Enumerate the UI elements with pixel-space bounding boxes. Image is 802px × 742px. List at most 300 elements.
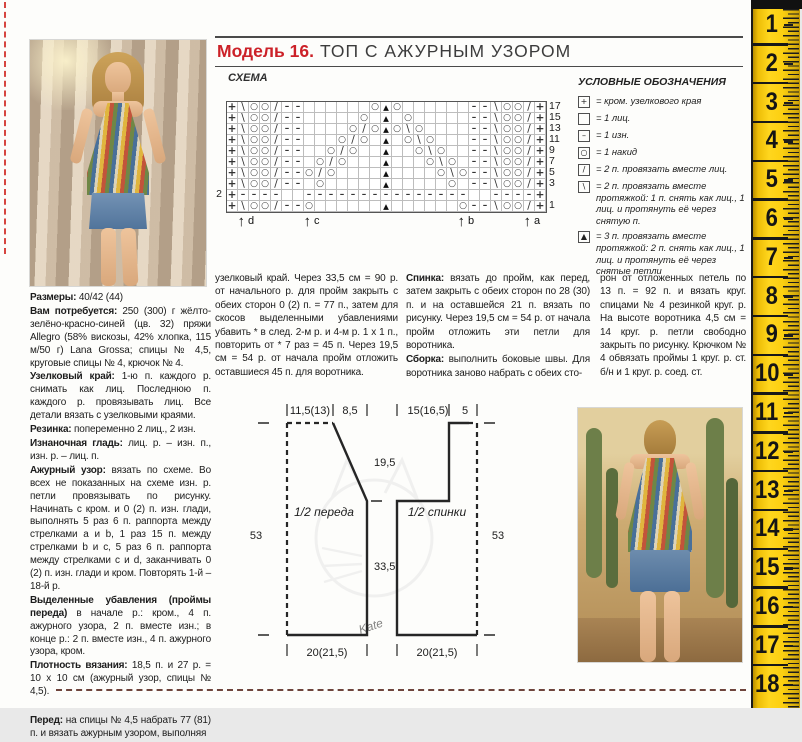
ruler-number: 9 bbox=[765, 320, 778, 349]
chart-cell: + bbox=[227, 167, 237, 179]
ruler-mid-tick bbox=[784, 218, 793, 220]
ruler-number: 10 bbox=[755, 359, 780, 388]
instruction-paragraph: рон от отложенных петель по 13 п. = 92 п. и вязать круг. спицами № 4 резинкой круг. р. На высоте воротника 4,5 см = 14 круг. р. петли свободно закрыть по рисунку. Крючком № 4 обвязать проймы 1 круг. р. ст. б/н и 1 круг. р. соед. ст. bbox=[600, 273, 746, 378]
chart-cell: – bbox=[337, 190, 348, 201]
chart-cell bbox=[304, 113, 315, 124]
chart-cell: / bbox=[326, 157, 337, 168]
chart-cell bbox=[370, 168, 381, 179]
chart-cell bbox=[348, 179, 359, 190]
chart-cell: ○ bbox=[513, 102, 524, 113]
instruction-paragraph: Изнаночная гладь: лиц. р. – изн. п., изн. р. – лиц. п. bbox=[30, 437, 212, 462]
legend-item bbox=[578, 95, 748, 108]
chart-cell: + bbox=[227, 123, 237, 135]
instruction-paragraph: Сборка: выполнить боковые швы. Для воротника заново набрать с обеих сто- bbox=[406, 354, 590, 379]
chart-cell bbox=[447, 135, 458, 146]
chart-cell bbox=[447, 201, 458, 212]
ruler-mid-tick bbox=[784, 684, 793, 686]
chart-cell: ▲ bbox=[381, 113, 392, 124]
chart-cell: / bbox=[524, 124, 535, 135]
chart-cell: – bbox=[282, 146, 293, 157]
instruction-paragraph: Размеры: 40/42 (44) bbox=[30, 292, 123, 303]
chart-cell bbox=[337, 168, 348, 179]
chart-cell: – bbox=[480, 135, 491, 146]
chart-cell: \ bbox=[414, 135, 425, 146]
chart-cell bbox=[458, 135, 469, 146]
chart-cell: – bbox=[469, 102, 480, 113]
chart-cell bbox=[403, 168, 414, 179]
chart-cell: / bbox=[348, 135, 359, 146]
ruler-mid-tick bbox=[784, 373, 793, 375]
instructions-column-2 bbox=[215, 272, 398, 380]
chart-cell: \ bbox=[491, 146, 502, 157]
ruler-number: 12 bbox=[755, 436, 780, 465]
model-back-jeans bbox=[630, 550, 690, 592]
ruler-separator-line bbox=[753, 160, 788, 163]
chart-cell: + bbox=[227, 200, 237, 212]
chart-row-number: 17 bbox=[549, 100, 561, 112]
ruler-separator-line bbox=[753, 121, 788, 124]
chart-cell: ○ bbox=[260, 124, 271, 135]
chart-cell: – bbox=[480, 102, 491, 113]
chart-cell bbox=[370, 135, 381, 146]
chart-cell: – bbox=[282, 201, 293, 212]
chart-cell: ○ bbox=[502, 102, 513, 113]
chart-cell: – bbox=[447, 190, 458, 201]
chart-cell bbox=[458, 146, 469, 157]
chart-cell bbox=[425, 124, 436, 135]
front-side-height: 53 bbox=[249, 530, 263, 542]
legend-symbol-icon bbox=[578, 113, 590, 125]
chart-cell: ○ bbox=[458, 168, 469, 179]
ruler-number: 17 bbox=[755, 630, 780, 659]
instructions-column-1 bbox=[30, 292, 211, 742]
schematic-front-piece bbox=[258, 404, 382, 656]
chart-cell bbox=[326, 113, 337, 124]
chart-row-number-left: 2 bbox=[216, 188, 222, 200]
cactus-3 bbox=[706, 418, 724, 598]
chart-cell bbox=[425, 179, 436, 190]
chart-cell: / bbox=[524, 146, 535, 157]
chart-cell: – bbox=[469, 113, 480, 124]
instruction-paragraph: Вам потребуется: 250 (300) г жёлто-зелёно-красно-синей (цв. 32) пряжи Allegro (58% вискозы, 42% хлопка, 115 м/50 г) Lana Grossa; спицы № 4,5, круговые спицы № 4, крючок № 4. bbox=[30, 305, 211, 369]
photo-model-back bbox=[578, 408, 742, 662]
chart-cell: ○ bbox=[260, 201, 271, 212]
chart-cell bbox=[414, 113, 425, 124]
chart-cell: – bbox=[282, 168, 293, 179]
chart-cell bbox=[425, 113, 436, 124]
chart-cell: ○ bbox=[304, 168, 315, 179]
legend-text: = 3 п. провязать вместе протяжкой: 2 п. снять как лиц., 1 лиц. и протянуть её через снятые петли bbox=[596, 230, 745, 277]
chart-row-number: 15 bbox=[549, 111, 561, 123]
chart-cell: / bbox=[271, 179, 282, 190]
chart-cell bbox=[348, 157, 359, 168]
ruler-mid-tick bbox=[784, 334, 793, 336]
chart-cell bbox=[436, 113, 447, 124]
chart-cell: ▲ bbox=[381, 146, 392, 157]
paragraph-lead: Изнаночная гладь: bbox=[30, 437, 129, 449]
ruler-separator-line bbox=[753, 354, 788, 357]
chart-cell bbox=[392, 179, 403, 190]
chart-cell: ○ bbox=[513, 146, 524, 157]
chart-cell: – bbox=[513, 190, 524, 201]
chart-cell bbox=[326, 124, 337, 135]
chart-cell bbox=[304, 179, 315, 190]
legend-symbol-icon: + bbox=[578, 96, 590, 108]
chart-cell: – bbox=[260, 190, 271, 201]
chart-cell: / bbox=[271, 135, 282, 146]
chart-cell: + bbox=[227, 156, 237, 168]
chart-cell bbox=[326, 201, 337, 212]
chart-cell: \ bbox=[491, 179, 502, 190]
ruler-number: 18 bbox=[755, 669, 780, 698]
chart-grid bbox=[226, 101, 547, 213]
schematic-back-piece bbox=[397, 404, 495, 656]
ruler-separator-line bbox=[753, 276, 788, 279]
chart-cell: – bbox=[315, 190, 326, 201]
ruler-mid-tick bbox=[784, 451, 793, 453]
chart-cell bbox=[348, 168, 359, 179]
chart-cell bbox=[282, 190, 293, 201]
chart-cell: \ bbox=[425, 146, 436, 157]
chart-cell bbox=[403, 146, 414, 157]
legend-text: = 2 п. провязать вместе лиц. bbox=[596, 163, 728, 174]
chart-cell: ○ bbox=[359, 135, 370, 146]
model-back-arm-left bbox=[615, 462, 635, 521]
repeat-arrow-label: a bbox=[534, 215, 541, 227]
chart-cell: ○ bbox=[249, 135, 260, 146]
front-slope-width: 8,5 bbox=[342, 405, 358, 417]
chart-cell: + bbox=[227, 101, 237, 113]
chart-cell bbox=[370, 179, 381, 190]
ruler-number: 7 bbox=[765, 242, 778, 271]
chart-cell bbox=[337, 102, 348, 113]
chart-cell: – bbox=[480, 179, 491, 190]
chart-cell bbox=[304, 124, 315, 135]
chart-cell: ○ bbox=[502, 124, 513, 135]
ruler-number: 16 bbox=[755, 592, 780, 620]
chart-cell bbox=[315, 113, 326, 124]
chart-cell: – bbox=[293, 157, 304, 168]
chart-row-number: 7 bbox=[549, 155, 555, 167]
chart-cell: – bbox=[293, 124, 304, 135]
chart-cell bbox=[458, 102, 469, 113]
chart-cell bbox=[447, 102, 458, 113]
chart-cell: – bbox=[293, 102, 304, 113]
chart-cell: ○ bbox=[348, 124, 359, 135]
paragraph-lead: Сборка: bbox=[406, 354, 449, 366]
cactus-2 bbox=[606, 468, 618, 588]
chart-cell: – bbox=[359, 190, 370, 201]
chart-cell bbox=[315, 201, 326, 212]
chart-cell bbox=[359, 102, 370, 113]
chart-cell: ○ bbox=[315, 157, 326, 168]
chart-cell: – bbox=[370, 190, 381, 201]
article-title bbox=[215, 36, 743, 67]
chart-cell: \ bbox=[447, 168, 458, 179]
front-bottom-width: 20(21,5) bbox=[306, 647, 348, 659]
ruler-separator-line bbox=[753, 625, 788, 628]
ruler-mid-tick bbox=[784, 63, 793, 65]
chart-cell: – bbox=[425, 190, 436, 201]
chart-cell bbox=[359, 146, 370, 157]
chart-cell: – bbox=[458, 190, 469, 201]
chart-cell bbox=[315, 102, 326, 113]
chart-cell: – bbox=[282, 113, 293, 124]
chart-cell: \ bbox=[491, 157, 502, 168]
chart-cell: / bbox=[524, 135, 535, 146]
chart-cell: ○ bbox=[315, 179, 326, 190]
chart-cell: ○ bbox=[260, 135, 271, 146]
chart-cell bbox=[469, 190, 480, 201]
chart-cell: ○ bbox=[304, 201, 315, 212]
chart-cell: \ bbox=[491, 168, 502, 179]
paragraph-lead: Ажурный узор: bbox=[30, 464, 112, 476]
chart-cell: ▲ bbox=[381, 124, 392, 135]
repeat-arrow-icon: ↑ bbox=[457, 213, 465, 230]
chart-cell bbox=[480, 190, 491, 201]
chart-cell bbox=[304, 146, 315, 157]
chart-cell bbox=[359, 201, 370, 212]
chart-cell: – bbox=[326, 190, 337, 201]
ruler-separator-line bbox=[753, 198, 788, 201]
model-leg-left bbox=[101, 228, 116, 286]
chart-cell: – bbox=[480, 201, 491, 212]
chart-cell: – bbox=[469, 124, 480, 135]
chart-cell bbox=[348, 201, 359, 212]
chart-cell bbox=[304, 157, 315, 168]
chart-cell: ○ bbox=[436, 146, 447, 157]
chart-cell: \ bbox=[491, 135, 502, 146]
repeat-arrow-icon: ↑ bbox=[237, 213, 245, 230]
ruler-top-cap bbox=[751, 0, 802, 9]
ruler-major-ticks bbox=[783, 9, 799, 708]
chart-cell: / bbox=[271, 146, 282, 157]
chart-cell: ○ bbox=[502, 135, 513, 146]
chart-cell: ○ bbox=[425, 135, 436, 146]
chart-cell bbox=[392, 113, 403, 124]
ruler-separator-line bbox=[753, 315, 788, 318]
chart-cell: ▲ bbox=[381, 201, 392, 212]
chart-cell: – bbox=[436, 190, 447, 201]
chart-cell: – bbox=[392, 190, 403, 201]
model-back-hair bbox=[644, 420, 676, 458]
ruler-mid-tick bbox=[784, 24, 793, 26]
instruction-paragraph: Выделенные убавления (проймы переда) в начале р.: кром., 4 п. ажурного узора, 2 п. вместе изн.; в конце р.: 2 п. вместе изн., 4 п. ажурного узора, кром. bbox=[30, 594, 211, 658]
instruction-paragraph: Плотность вязания: 18,5 п. и 27 р. = 10 х 10 см (ажурный узор, спицы № 4,5). bbox=[30, 660, 211, 698]
chart-cell: – bbox=[293, 146, 304, 157]
model-back-leg-left bbox=[640, 591, 656, 662]
chart-cell: ○ bbox=[502, 157, 513, 168]
chart-cell bbox=[403, 102, 414, 113]
chart-cell: / bbox=[271, 201, 282, 212]
paragraph-lead: Узелковый край: bbox=[30, 371, 122, 383]
chart-cell: – bbox=[249, 190, 260, 201]
ruler-mid-tick bbox=[784, 102, 793, 104]
chart-cell: ○ bbox=[260, 157, 271, 168]
model-back-knitted-top bbox=[628, 458, 692, 552]
chart-cell: / bbox=[271, 102, 282, 113]
chart-row-number: 3 bbox=[549, 177, 555, 189]
legend-symbol-icon: ○ bbox=[578, 147, 590, 159]
ruler-separator-line bbox=[753, 82, 788, 85]
chart-cell: ○ bbox=[249, 179, 260, 190]
chart-cell: ○ bbox=[249, 124, 260, 135]
chart-cell bbox=[337, 124, 348, 135]
chart-cell: ○ bbox=[513, 168, 524, 179]
ruler-mid-tick bbox=[784, 645, 793, 647]
chart-cell bbox=[337, 179, 348, 190]
chart-cell: \ bbox=[491, 201, 502, 212]
chart-cell: ○ bbox=[337, 157, 348, 168]
legend-text: = 1 накид bbox=[596, 146, 638, 157]
repeat-arrow-label: d bbox=[248, 215, 255, 227]
chart-cell: ○ bbox=[425, 157, 436, 168]
chart-cell: – bbox=[502, 190, 513, 201]
chart-row-number: 9 bbox=[549, 144, 555, 156]
repeat-arrow-label: b bbox=[468, 215, 475, 227]
chart-cell: ○ bbox=[513, 135, 524, 146]
photo-model-front bbox=[30, 40, 206, 286]
chart-cell: – bbox=[293, 179, 304, 190]
chart-cell bbox=[414, 102, 425, 113]
chart-cell: / bbox=[271, 168, 282, 179]
chart-cell: ▲ bbox=[381, 102, 392, 113]
chart-cell: \ bbox=[238, 146, 249, 157]
chart-cell: / bbox=[271, 124, 282, 135]
chart-cell bbox=[370, 201, 381, 212]
chart-cell bbox=[348, 102, 359, 113]
front-piece-label: 1/2 переда bbox=[294, 505, 354, 519]
chart-cell bbox=[315, 124, 326, 135]
chart-cell: – bbox=[282, 179, 293, 190]
chart-cell: + bbox=[227, 189, 237, 201]
chart-cell bbox=[403, 179, 414, 190]
chart-cell bbox=[370, 157, 381, 168]
legend-symbol-icon: – bbox=[578, 130, 590, 142]
schematic-watermark bbox=[316, 460, 432, 637]
chart-cell: – bbox=[469, 179, 480, 190]
chart-cell: – bbox=[282, 102, 293, 113]
chart-cell: – bbox=[403, 190, 414, 201]
chart-cell: / bbox=[359, 124, 370, 135]
chart-cell bbox=[370, 113, 381, 124]
chart-cell: – bbox=[282, 124, 293, 135]
model-face bbox=[105, 62, 131, 94]
chart-cell: ○ bbox=[502, 113, 513, 124]
legend bbox=[578, 76, 748, 281]
chart-cell bbox=[326, 102, 337, 113]
legend-symbol-icon: ▲ bbox=[578, 231, 590, 243]
instruction-paragraph: Ажурный узор: вязать по схеме. Во всех не показанных на схеме изн. р. петли провязывать по рисунку. Начинать с кром. и 0 (2) п. изн. глади, выполнять 5 раз 6 п. раппорта между стрелками a и b, 1 раз 15 п. между стрелками b и c, 5 раз 6 п. раппорта между стрелками c и d, заканчивать 0 (2) п. изн. глади и кром. Повторять 1-й – 18-й р. bbox=[30, 464, 211, 592]
chart-cell: ○ bbox=[249, 102, 260, 113]
ruler-mid-tick bbox=[784, 140, 793, 142]
chart-cell bbox=[392, 168, 403, 179]
chart-cell: – bbox=[469, 146, 480, 157]
ruler-separator-line bbox=[753, 237, 788, 240]
chart-cell bbox=[392, 201, 403, 212]
model-back-leg-right bbox=[664, 591, 680, 662]
crop-mark-left bbox=[4, 2, 6, 254]
chart-cell: – bbox=[381, 190, 392, 201]
ruler-mid-tick bbox=[784, 412, 793, 414]
chart-cell: ▲ bbox=[381, 179, 392, 190]
chart-cell: / bbox=[271, 113, 282, 124]
chart-cell: + bbox=[535, 145, 545, 157]
front-top-width: 11,5(13) bbox=[289, 405, 331, 417]
chart-cell: \ bbox=[238, 168, 249, 179]
back-strap-width: 5 bbox=[461, 405, 469, 417]
model-denim-skirt bbox=[89, 193, 147, 229]
legend-item bbox=[578, 230, 748, 276]
chart-cell bbox=[458, 157, 469, 168]
ruler-number: 13 bbox=[755, 475, 780, 504]
chart-cell: \ bbox=[491, 124, 502, 135]
ground bbox=[578, 618, 742, 662]
ruler-separator-line bbox=[753, 509, 788, 512]
chart-cell bbox=[447, 113, 458, 124]
cactus-4 bbox=[726, 478, 738, 608]
ruler-mid-tick bbox=[784, 179, 793, 181]
chart-cell: + bbox=[535, 200, 545, 212]
chart-cell: + bbox=[535, 167, 545, 179]
chart-cell bbox=[370, 146, 381, 157]
instructions-column-3 bbox=[406, 272, 590, 381]
ruler-number: 14 bbox=[755, 514, 780, 543]
watermark-text: Kate bbox=[356, 615, 385, 637]
legend-item bbox=[578, 129, 748, 142]
chart-cell: ○ bbox=[249, 201, 260, 212]
chart-cell: – bbox=[480, 113, 491, 124]
chart-label: СХЕМА bbox=[228, 72, 268, 84]
model-leg-right bbox=[120, 228, 138, 287]
chart-cell: ○ bbox=[414, 124, 425, 135]
front-upper-height: 19,5 bbox=[374, 457, 396, 469]
chart-cell: + bbox=[535, 123, 545, 135]
legend-text: = 1 лиц. bbox=[596, 112, 631, 123]
chart-cell: ○ bbox=[502, 201, 513, 212]
ruler-number: 15 bbox=[755, 553, 780, 582]
chart-cell: – bbox=[480, 146, 491, 157]
measuring-tape-ruler bbox=[751, 0, 800, 708]
instruction-paragraph: Узелковый край: 1-ю п. каждого р. снимать как лиц. Последнюю п. каждого р. провязывать лиц. Все детали вязать с узелковыми краями. bbox=[30, 371, 211, 422]
chart-row-number: 5 bbox=[549, 166, 555, 178]
chart-cell: – bbox=[293, 135, 304, 146]
chart-cell: – bbox=[282, 157, 293, 168]
chart-cell: – bbox=[293, 168, 304, 179]
chart-cell bbox=[348, 113, 359, 124]
chart-cell: – bbox=[469, 168, 480, 179]
chart-cell: ○ bbox=[447, 179, 458, 190]
chart-cell: / bbox=[524, 113, 535, 124]
chart-cell: ○ bbox=[260, 179, 271, 190]
chart-cell bbox=[315, 135, 326, 146]
chart-cell: ○ bbox=[326, 146, 337, 157]
legend-title: УСЛОВНЫЕ ОБОЗНАЧЕНИЯ bbox=[578, 76, 726, 88]
chart-cell: ○ bbox=[260, 146, 271, 157]
legend-item bbox=[578, 163, 748, 176]
chart-cell bbox=[414, 179, 425, 190]
chart-cell: ○ bbox=[502, 179, 513, 190]
chart-cell bbox=[326, 179, 337, 190]
chart-cell: ○ bbox=[403, 135, 414, 146]
ruler-separator-line bbox=[753, 431, 788, 434]
back-bottom-width: 20(21,5) bbox=[416, 647, 458, 659]
chart-cell: ○ bbox=[260, 113, 271, 124]
chart-repeat-arrow bbox=[238, 213, 278, 230]
chart-cell bbox=[425, 201, 436, 212]
paragraph-lead: Плотность вязания: bbox=[30, 660, 132, 672]
chart-cell: + bbox=[535, 156, 545, 168]
